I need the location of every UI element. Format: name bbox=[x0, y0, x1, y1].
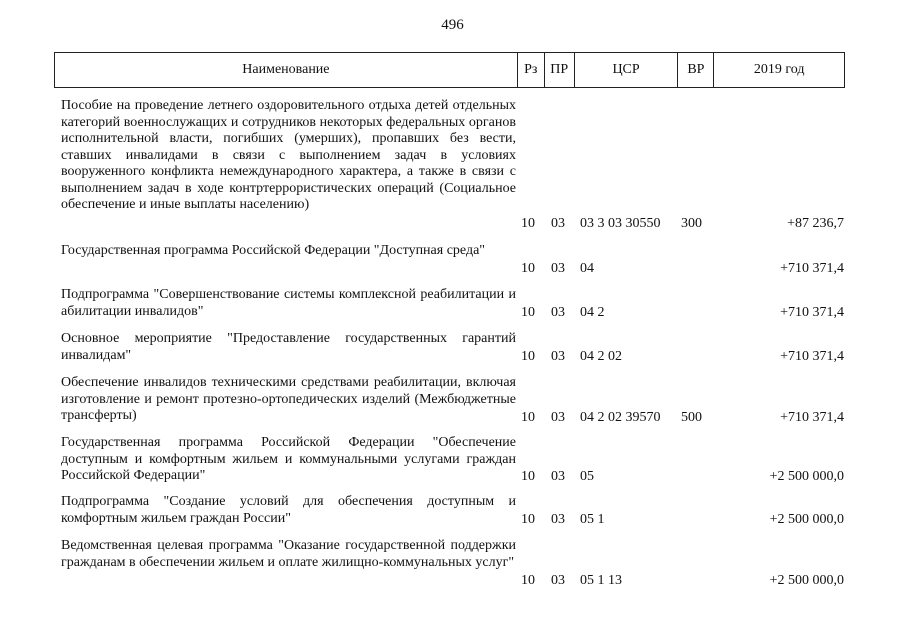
row-amount: +710 371,4 bbox=[780, 409, 844, 425]
table-row bbox=[0, 494, 905, 528]
row-name: Обеспечение инвалидов техническими средствами реабилитации, включая изготовление и ремонт протезно-ортопедических изделий (Межбюджетные трансферты) bbox=[61, 375, 516, 423]
row-pr: 03 bbox=[551, 468, 565, 484]
header-rz: Рз bbox=[518, 53, 545, 87]
row-amount: +710 371,4 bbox=[780, 348, 844, 364]
page-number: 496 bbox=[441, 17, 464, 33]
row-rz: 10 bbox=[521, 304, 535, 320]
row-pr: 03 bbox=[551, 260, 565, 276]
row-amount: +2 500 000,0 bbox=[769, 468, 844, 484]
table-header bbox=[54, 52, 845, 88]
row-csr: 04 2 bbox=[580, 304, 605, 320]
table-row bbox=[0, 287, 905, 321]
row-amount: +2 500 000,0 bbox=[769, 511, 844, 527]
row-vr: 300 bbox=[681, 215, 702, 231]
row-name: Ведомственная целевая программа "Оказание государственной поддержки гражданам в обеспечении жильем и оплате жилищно-коммунальных услуг" bbox=[61, 538, 516, 570]
row-rz: 10 bbox=[521, 409, 535, 425]
row-rz: 10 bbox=[521, 260, 535, 276]
table-row bbox=[0, 375, 905, 426]
row-pr: 03 bbox=[551, 409, 565, 425]
row-amount: +87 236,7 bbox=[787, 215, 844, 231]
row-rz: 10 bbox=[521, 215, 535, 231]
row-pr: 03 bbox=[551, 348, 565, 364]
row-name: Подпрограмма "Совершенствование системы комплексной реабилитации и абилитации инвалидов" bbox=[61, 287, 516, 319]
header-vr: ВР bbox=[678, 53, 714, 87]
row-csr: 04 2 02 39570 bbox=[580, 409, 661, 425]
table-row bbox=[0, 435, 905, 485]
row-csr: 05 1 bbox=[580, 511, 605, 527]
row-csr: 03 3 03 30550 bbox=[580, 215, 661, 231]
row-pr: 03 bbox=[551, 304, 565, 320]
header-name: Наименование bbox=[55, 53, 518, 87]
row-amount: +710 371,4 bbox=[780, 260, 844, 276]
row-pr: 03 bbox=[551, 215, 565, 231]
table-row bbox=[0, 243, 905, 277]
row-vr: 500 bbox=[681, 409, 702, 425]
row-pr: 03 bbox=[551, 511, 565, 527]
row-amount: +710 371,4 bbox=[780, 304, 844, 320]
row-csr: 05 1 13 bbox=[580, 572, 622, 588]
row-rz: 10 bbox=[521, 348, 535, 364]
table-row bbox=[0, 538, 905, 589]
header-csr: ЦСР bbox=[575, 53, 679, 87]
row-rz: 10 bbox=[521, 511, 535, 527]
row-name: Основное мероприятие "Предоставление государственных гарантий инвалидам" bbox=[61, 331, 516, 363]
header-pr: ПР bbox=[545, 53, 575, 87]
header-year: 2019 год bbox=[753, 62, 805, 77]
table-row bbox=[0, 98, 905, 232]
row-name: Пособие на проведение летнего оздоровительного отдыха детей отдельных категорий военнослужащих и сотрудников некоторых федеральных органов исполнительной власти, погибших (умерших), пропавших без вести, ставших инвалидами в связи с выполнением задач в условиях вооруженного конфликта немеждународного характера, а также в связи с выполнением задач в ходе контртеррористических операций (Социальное обеспечение и иные выплаты населению) bbox=[61, 98, 516, 212]
row-pr: 03 bbox=[551, 572, 565, 588]
row-csr: 04 bbox=[580, 260, 594, 276]
row-rz: 10 bbox=[521, 468, 535, 484]
row-name: Государственная программа Российской Федерации "Обеспечение доступным и комфортным жильем и коммунальными услугами граждан Российской Федерации" bbox=[61, 435, 516, 483]
table-row bbox=[0, 331, 905, 365]
row-csr: 04 2 02 bbox=[580, 348, 622, 364]
row-rz: 10 bbox=[521, 572, 535, 588]
row-name: Подпрограмма "Создание условий для обеспечения доступным и комфортным жильем граждан России" bbox=[61, 494, 516, 526]
row-name: Государственная программа Российской Федерации "Доступная среда" bbox=[61, 243, 485, 258]
row-amount: +2 500 000,0 bbox=[769, 572, 844, 588]
row-csr: 05 bbox=[580, 468, 594, 484]
